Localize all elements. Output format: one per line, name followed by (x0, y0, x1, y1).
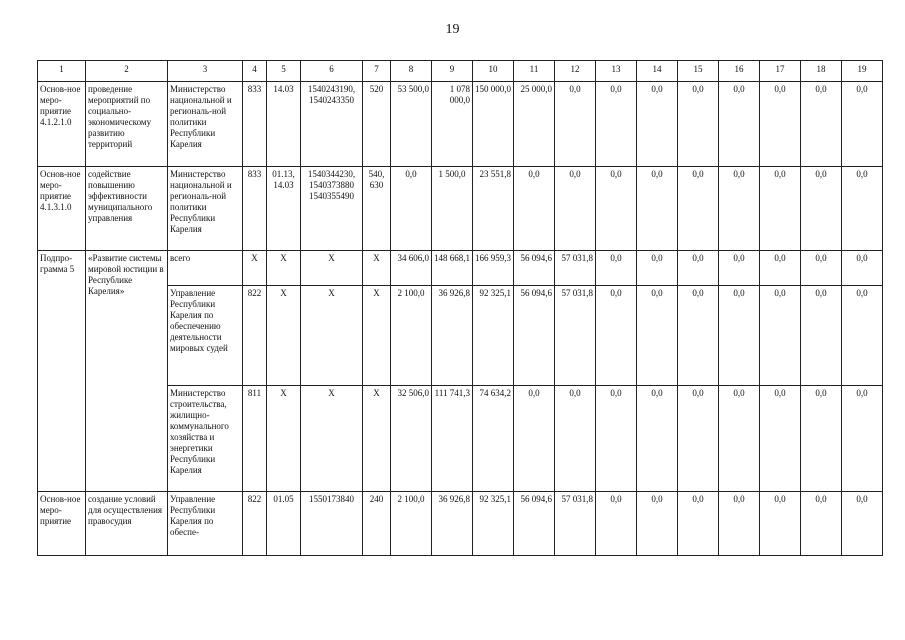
csr-cell: 1540243190, 1540243350 (301, 82, 363, 167)
rzpr-cell: Х (267, 386, 301, 492)
vr-cell: 540, 630 (363, 167, 391, 251)
executor-cell: Управление Республики Карелия по обеспе- (168, 492, 243, 556)
grbs-cell: 822 (243, 286, 267, 386)
amount-cell: 0,0 (514, 386, 555, 492)
amount-cell: 0,0 (760, 492, 801, 556)
header-cell: 4 (243, 61, 267, 82)
grbs-cell: 811 (243, 386, 267, 492)
amount-cell: 0,0 (801, 492, 842, 556)
amount-cell: 57 031,8 (555, 251, 596, 286)
amount-cell: 34 606,0 (391, 251, 432, 286)
amount-cell: 0,0 (637, 251, 678, 286)
vr-cell: 240 (363, 492, 391, 556)
amount-cell: 0,0 (637, 492, 678, 556)
amount-cell: 53 500,0 (391, 82, 432, 167)
event-name-cell: Основ-ное меро-приятие (38, 492, 86, 556)
rzpr-cell: 01.05 (267, 492, 301, 556)
rzpr-cell: Х (267, 286, 301, 386)
amount-cell: 0,0 (719, 492, 760, 556)
amount-cell: 0,0 (391, 167, 432, 251)
header-cell: 9 (432, 61, 473, 82)
amount-cell: 0,0 (801, 167, 842, 251)
header-cell: 13 (596, 61, 637, 82)
budget-table (37, 60, 883, 556)
event-description-cell: создание условий для осуществления правосудия (86, 492, 168, 556)
grbs-cell: 833 (243, 82, 267, 167)
amount-cell: 0,0 (514, 167, 555, 251)
header-cell: 7 (363, 61, 391, 82)
amount-cell: 0,0 (596, 386, 637, 492)
header-cell: 14 (637, 61, 678, 82)
amount-cell: 0,0 (760, 286, 801, 386)
executor-cell: Управление Республики Карелия по обеспечению деятельности мировых судей (168, 286, 243, 386)
amount-cell: 74 634,2 (473, 386, 514, 492)
amount-cell: 111 741,3 (432, 386, 473, 492)
amount-cell: 0,0 (719, 386, 760, 492)
csr-cell: 1540344230, 1540373880 1540355490 (301, 167, 363, 251)
amount-cell: 0,0 (555, 386, 596, 492)
amount-cell: 0,0 (596, 286, 637, 386)
amount-cell: 0,0 (842, 386, 883, 492)
header-cell: 12 (555, 61, 596, 82)
amount-cell: 150 000,0 (473, 82, 514, 167)
page-number: 19 (445, 22, 460, 37)
amount-cell: 1 500,0 (432, 167, 473, 251)
amount-cell: 0,0 (842, 492, 883, 556)
amount-cell: 2 100,0 (391, 286, 432, 386)
csr-cell: Х (301, 386, 363, 492)
vr-cell: Х (363, 251, 391, 286)
amount-cell: 57 031,8 (555, 286, 596, 386)
header-cell: 2 (86, 61, 168, 82)
event-name-cell: Основ-ное меро-приятие 4.1.3.1.0 (38, 167, 86, 251)
amount-cell: 0,0 (760, 386, 801, 492)
amount-cell: 148 668,1 (432, 251, 473, 286)
amount-cell: 0,0 (842, 286, 883, 386)
header-cell: 15 (678, 61, 719, 82)
amount-cell: 0,0 (842, 167, 883, 251)
amount-cell: 56 094,6 (514, 492, 555, 556)
amount-cell: 23 551,8 (473, 167, 514, 251)
grbs-cell: 822 (243, 492, 267, 556)
amount-cell: 0,0 (678, 167, 719, 251)
executor-cell: Министерство строительства, жилищно-коммунального хозяйства и энергетики Республики Карелия (168, 386, 243, 492)
amount-cell: 0,0 (555, 82, 596, 167)
amount-cell: 0,0 (842, 251, 883, 286)
csr-cell: 1550173840 (301, 492, 363, 556)
header-cell: 16 (719, 61, 760, 82)
amount-cell: 57 031,8 (555, 492, 596, 556)
rzpr-cell: Х (267, 251, 301, 286)
header-cell: 5 (267, 61, 301, 82)
amount-cell: 0,0 (637, 386, 678, 492)
header-cell: 8 (391, 61, 432, 82)
amount-cell: 0,0 (596, 492, 637, 556)
amount-cell: 0,0 (637, 82, 678, 167)
grbs-cell: 833 (243, 167, 267, 251)
table-header-row (38, 61, 883, 82)
amount-cell: 0,0 (678, 251, 719, 286)
amount-cell: 0,0 (678, 82, 719, 167)
event-description-cell: содействие повышению эффективности муниципального управления (86, 167, 168, 251)
amount-cell: 0,0 (842, 82, 883, 167)
header-cell: 6 (301, 61, 363, 82)
header-cell: 11 (514, 61, 555, 82)
amount-cell: 0,0 (760, 82, 801, 167)
amount-cell: 0,0 (637, 286, 678, 386)
header-cell: 10 (473, 61, 514, 82)
amount-cell: 92 325,1 (473, 286, 514, 386)
amount-cell: 56 094,6 (514, 251, 555, 286)
amount-cell: 0,0 (596, 82, 637, 167)
csr-cell: Х (301, 251, 363, 286)
amount-cell: 25 000,0 (514, 82, 555, 167)
amount-cell: 0,0 (801, 251, 842, 286)
executor-cell: Министерство национальной и региональ-ной политики Республики Карелия (168, 82, 243, 167)
amount-cell: 32 506,0 (391, 386, 432, 492)
amount-cell: 0,0 (555, 167, 596, 251)
amount-cell: 0,0 (760, 251, 801, 286)
amount-cell: 0,0 (801, 82, 842, 167)
amount-cell: 0,0 (596, 167, 637, 251)
amount-cell: 0,0 (719, 251, 760, 286)
amount-cell: 0,0 (719, 82, 760, 167)
amount-cell: 36 926,8 (432, 286, 473, 386)
header-cell: 18 (801, 61, 842, 82)
header-cell: 17 (760, 61, 801, 82)
subprogram-name-cell: Подпро-грамма 5 (38, 251, 86, 492)
amount-cell: 36 926,8 (432, 492, 473, 556)
amount-cell: 166 959,3 (473, 251, 514, 286)
amount-cell: 56 094,6 (514, 286, 555, 386)
vr-cell: 520 (363, 82, 391, 167)
amount-cell: 0,0 (678, 286, 719, 386)
event-description-cell: проведение мероприятий по социально-экономическому развитию территорий (86, 82, 168, 167)
csr-cell: Х (301, 286, 363, 386)
table-row (38, 251, 883, 286)
rzpr-cell: 14.03 (267, 82, 301, 167)
amount-cell: 0,0 (637, 167, 678, 251)
vr-cell: Х (363, 386, 391, 492)
amount-cell: 0,0 (801, 286, 842, 386)
amount-cell: 2 100,0 (391, 492, 432, 556)
amount-cell: 0,0 (719, 286, 760, 386)
header-cell: 1 (38, 61, 86, 82)
amount-cell: 1 078 000,0 (432, 82, 473, 167)
header-cell: 19 (842, 61, 883, 82)
subprogram-title-cell: «Развитие системы мировой юстиции в Республике Карелия» (86, 251, 168, 492)
vr-cell: Х (363, 286, 391, 386)
rzpr-cell: 01.13, 14.03 (267, 167, 301, 251)
amount-cell: 0,0 (760, 167, 801, 251)
executor-cell: Министерство национальной и региональ-ной политики Республики Карелия (168, 167, 243, 251)
amount-cell: 0,0 (596, 251, 637, 286)
grbs-cell: Х (243, 251, 267, 286)
table-row (38, 167, 883, 251)
amount-cell: 0,0 (801, 386, 842, 492)
executor-cell: всего (168, 251, 243, 286)
event-name-cell: Основ-ное меро-приятие 4.1.2.1.0 (38, 82, 86, 167)
amount-cell: 0,0 (678, 492, 719, 556)
amount-cell: 0,0 (719, 167, 760, 251)
amount-cell: 92 325,1 (473, 492, 514, 556)
table-row (38, 82, 883, 167)
header-cell: 3 (168, 61, 243, 82)
table-row (38, 492, 883, 556)
amount-cell: 0,0 (678, 386, 719, 492)
